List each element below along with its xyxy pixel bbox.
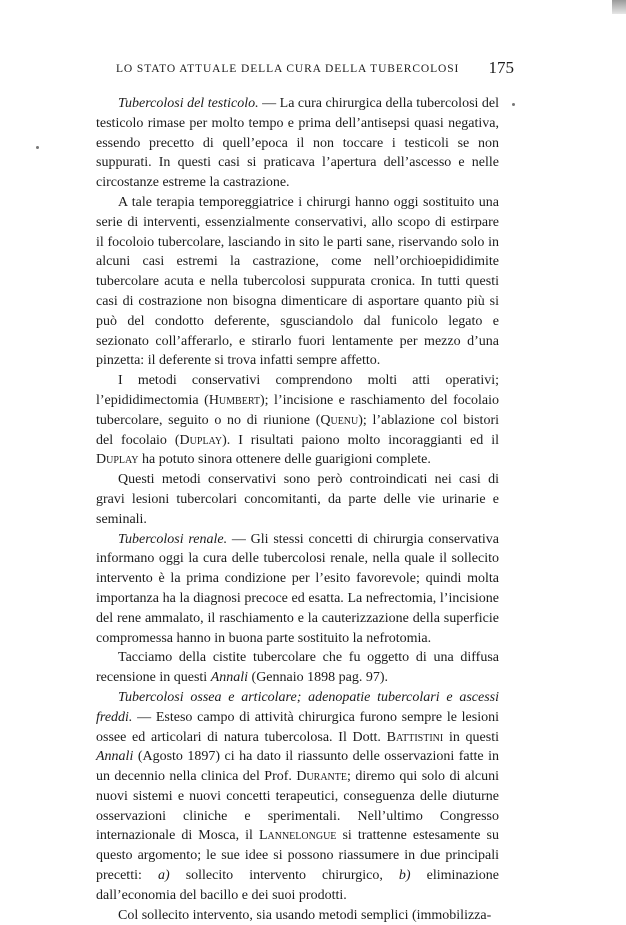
- paragraph-sollecito: [96, 906, 499, 925]
- paragraph-text: ); l’incisione e raschiamento del focolaio tubercolare, seguito o no di riunione (: [96, 392, 499, 428]
- scan-edge-mark: [612, 0, 626, 14]
- journal-title: Annali: [210, 670, 249, 686]
- paragraph-text: A tale terapia temporeggiatrice i chirurgi hanno oggi sostituito una serie di interventi, essenzialmente conservativi, allo scopo di estirpare il focoloio tubercolare, lasciando in sito le parti sane, riservando solo in alcuni casi estremi la castrazione, come nell’orchioepididimite tubercolare acuta e nella tubercolosi suppurata cronica. In tutti questi casi di costrazione non bisogna dimenticare di asportare quanto più si può del condotto deferente, sgusciandolo dal funicolo legato e sezionato coll’afferarlo, e stirarlo fuori lentamente per mezzo d’una pinzetta: il deferente si trova infatti sempre affetto.: [96, 194, 499, 369]
- paragraph-text: I metodi conservativi comprendono molti atti operativi; l’epididimectomia (: [96, 373, 499, 408]
- author-name: Durante: [296, 769, 347, 785]
- paragraph-ossea: [96, 688, 499, 906]
- author-name: Quenu: [320, 412, 359, 428]
- page-header: [96, 58, 516, 82]
- section-heading: Tubercolosi ossea e articolare; adenopatie tubercolari e ascessi freddi.: [96, 689, 499, 725]
- author-name: Duplay: [96, 452, 139, 468]
- paragraph-text: — La cura chirurgica della tubercolosi del testicolo rimase per molto tempo e prima dell’antisepsi quasi negativa, essendo precetto di quell’epoca il non toccare i testicoli se non suppurati. In questi casi si praticava l’apertura dell’ascesso e nelle circostanze estreme la castrazione.: [96, 96, 500, 191]
- paragraph-text: Tacciamo della cistite tubercolare che fu oggetto di una diffusa recensione in questi: [96, 650, 499, 686]
- paragraph-text: ha potuto sinora ottenere delle guarigioni complete.: [138, 452, 431, 468]
- section-heading: Tubercolosi renale.: [118, 531, 228, 547]
- paragraph-text: in questi: [443, 729, 499, 745]
- paragraph-text: ). I risultati paiono molto incoraggianti ed il: [222, 432, 499, 448]
- list-marker: a): [157, 868, 170, 884]
- section-heading: Tubercolosi del testicolo.: [118, 96, 259, 111]
- paragraph-text: Questi metodi conservativi sono però controindicati nei casi di gravi lesioni tubercolari concomitanti, da parte delle vie urinarie e seminali.: [96, 472, 499, 527]
- list-marker: b): [398, 868, 411, 884]
- page-number: 175: [488, 58, 514, 77]
- author-name: Lannelongue: [258, 828, 337, 844]
- paragraph-terapia: [96, 193, 499, 371]
- paragraph-metodi: [96, 371, 499, 470]
- page-body: [96, 94, 499, 925]
- paragraph-text: (Agosto 1897) ci ha dato il riassunto delle osservazioni fatte in un decennio nella clinica del Prof.: [96, 749, 499, 785]
- paragraph-text: si trattenne estesamente su questo argomento; le sue idee si possono riassumere in due principali precetti:: [96, 828, 499, 884]
- paragraph-renale: [96, 530, 499, 649]
- paragraph-cistite: [96, 648, 499, 688]
- paragraph-controindicati: [96, 470, 499, 529]
- paragraph-text: (Gennaio 1898 pag. 97).: [248, 670, 388, 686]
- paragraph-text: — Gli stessi concetti di chirurgia conservativa informano oggi la cura delle tubercolosi renale, nella quale il sollecito intervento è la prima condizione per l’esito favorevole; quindi molta importanza ha la diagnosi precoce ed esatta. La nefrectomia, l’incisione del rene ammalato, il raschiamento e la cauterizzazione della superficie compromessa hanno in buona parte sostituito la nefrotomia.: [96, 531, 500, 646]
- paragraph-text: Col sollecito intervento, sia usando metodi semplici (immobilizza-: [118, 907, 492, 923]
- paragraph-text: — Esteso campo di attività chirurgica furono sempre le lesioni ossee ed articolari di natura tubercolosa. Il Dott.: [96, 709, 499, 745]
- scan-speck: [36, 146, 39, 149]
- paragraph-text: sollecito intervento chirurgico,: [169, 868, 399, 884]
- paragraph-text: ); l’ablazione col bistori del focolaio (: [96, 412, 499, 448]
- running-title: LO STATO ATTUALE DELLA CURA DELLA TUBERCOLOSI: [116, 63, 460, 75]
- paragraph-text: ; diremo qui solo di alcuni nuovi sistemi e nuovi concetti terapeutici, conseguenza delle diuturne osservazioni cliniche e sperimentali. Nell’ultimo Congresso internazionale di Mosca, il: [96, 769, 499, 844]
- author-name: Battistini: [386, 729, 444, 745]
- journal-title: Annali: [96, 749, 134, 765]
- scan-speck: [512, 103, 515, 106]
- author-name: Duplay: [179, 432, 223, 448]
- author-name: Humbert: [208, 392, 260, 408]
- paragraph-testicolo: [96, 94, 499, 193]
- paragraph-text: eliminazione dall’economia del bacillo e dei suoi prodotti.: [96, 868, 499, 903]
